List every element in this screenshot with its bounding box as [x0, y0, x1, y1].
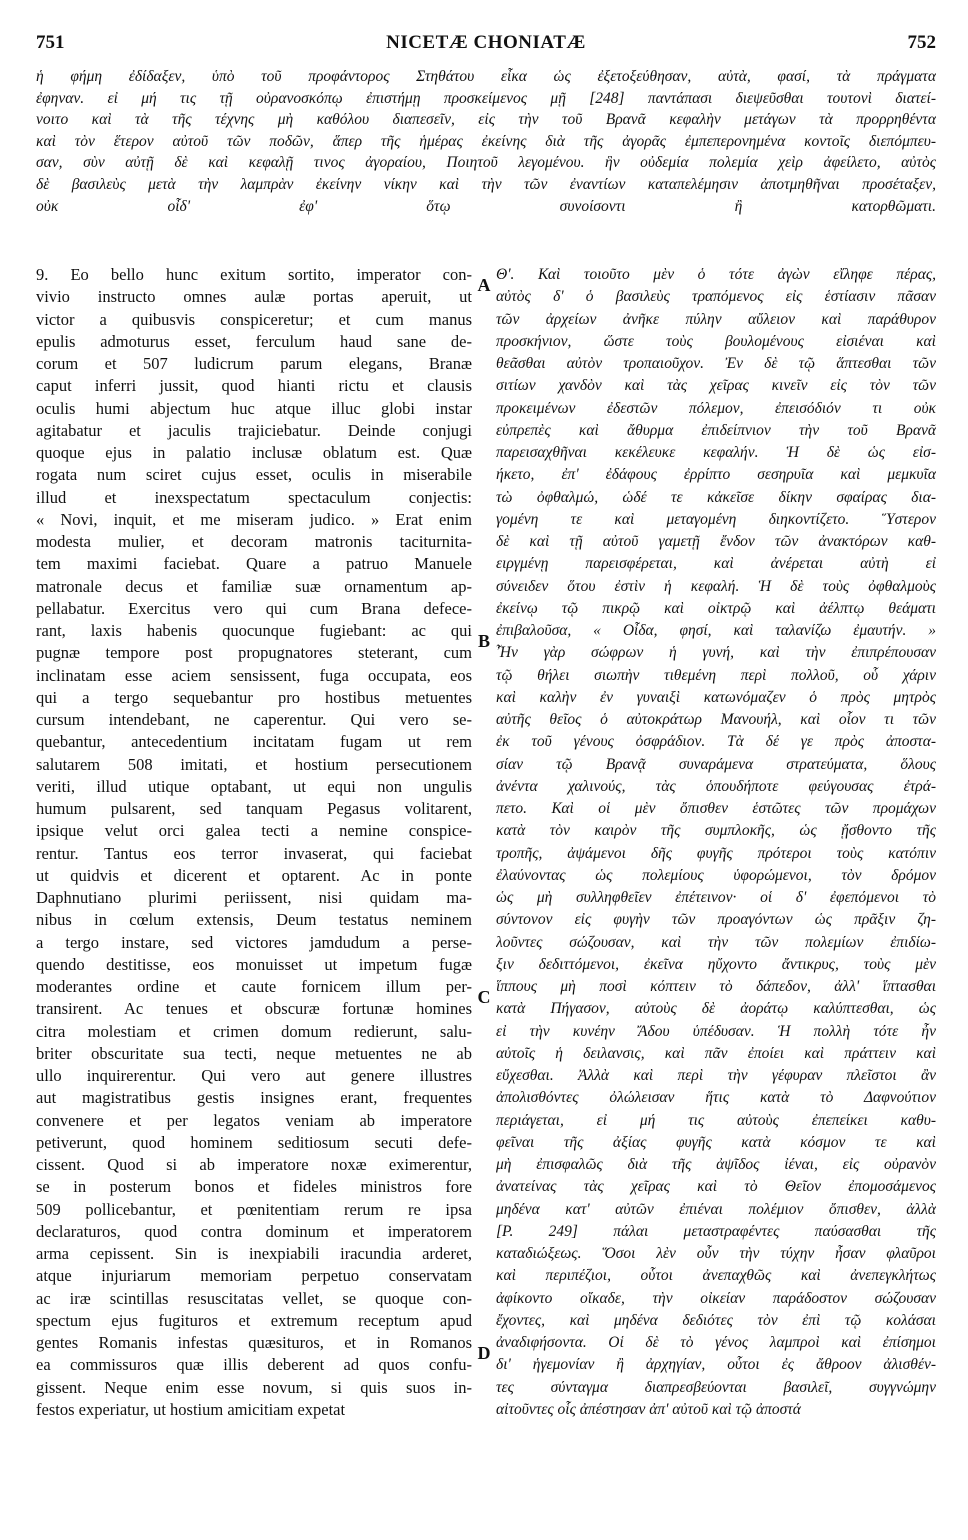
text-line: ἐκ τοῦ γένους ὀσφράδιον. Τὰ δέ γε πρὸς ἀποστα-: [496, 733, 936, 751]
text-line: προσκήνιον, ὥστε τοὺς βουλομένους εἰσιέναι καὶ: [496, 332, 936, 350]
text-line: ἐφηναν. εἰ μή τις τῇ οὐρανοσκόπῳ ἐπιστήμῃ προσκείμενος μῇ [248] παντάπασι διεψεῦσθαι τουτονὶ διατεί-: [36, 89, 936, 107]
text-line: aut magistratibus gestis insignes erant, frequentes: [36, 1088, 472, 1108]
greek-column: [496, 264, 936, 1421]
text-line: rentur. Tantus eos terror invaserat, qui faciebat: [36, 843, 472, 863]
text-line: σαν, σὺν αὐτῇ δὲ καὶ κεφαλῇ τινος ἀγοραίου, Ποιητοῦ λεγομένου. ἣν οὐδεμία πολεμία χεὶρ ἀφείλετο, αὐτὸς: [36, 154, 936, 172]
text-line: declaraturos, quod contra dominum et imperatorem: [36, 1221, 472, 1241]
text-line: σύντονον εἰς φυγὴν τῶν προαγόντων ὡς πρᾶξιν ζη-: [496, 911, 936, 929]
text-line: τῷ θήλει σιωπὴν τιθεμένη περὶ πολλοῦ, οὗ χάριν: [496, 666, 936, 684]
text-line: epulis admoturus esset, ferculum haud sane de-: [36, 331, 472, 351]
text-line: δὲ βασιλεὺς μετὰ τὴν λαμπρὰν ἐκείνην νίκην καὶ τὴν τῶν ἐναντίων καταπελέμησιν ἀποτμηθῆναι προσέταξεν,: [36, 175, 936, 193]
text-line: τὼ ὀφθαλμώ, ὡδέ τε κἀκεῖσε δίκην σφαίρας δια-: [496, 488, 936, 506]
text-line: humum pulsarent, sed tanquam Pegasus volitarent,: [36, 799, 472, 818]
page-number-right: 752: [907, 32, 936, 53]
text-line: ειργμένῃ παρεισφέρεται, καὶ ἀνέρεται αὐτὴ εἰ: [496, 555, 936, 573]
text-line: ἀναδιφήσοντα. Οἱ δὲ τὸ γένος λαμπροὶ καὶ ἐπίσημοι: [496, 1334, 936, 1351]
text-line: ἀνατείνας τὰς χεῖρας καὶ τὸ Θεῖον ἐπομοσάμενος: [496, 1178, 936, 1196]
text-line: ήκετο, ἐπ' ἐδάφους ἐρρίπτο σεσηρυῖα καὶ μεμκυῖα: [496, 466, 936, 484]
text-line: ἀφίκοντο οἴκαδε, τὴν οἰκείαν παράδοστον σώζουσαν: [496, 1289, 936, 1307]
text-line: νοιτο καὶ τὰ τῆς τέχνης μὴ καθόλου διαπεσεῖν, εἰς τὴν τοῦ Βρανᾶ κεφαλὴν μετάγων τὰ προρρηθέντα: [36, 111, 936, 129]
margin-marker-a: A: [477, 275, 491, 295]
text-line: Θ'. Καὶ τοιοῦτο μὲν ὁ τότε ἀγὼν εἴληφε πέρας,: [496, 266, 936, 283]
text-line: περιάγεται, εἰ μή τις αὐτοὺς ἐπεπείκει καθυ-: [496, 1111, 936, 1129]
text-line: εὐπρεπὲς καὶ ἄθυρμα ἐπιδείπνιον τὴν τοῦ Βρανᾶ: [496, 421, 936, 439]
text-line: qui a tergo sequebantur pro hostibus metuentes: [36, 687, 472, 707]
text-line: arma cepissent. Sin is inexpiabili iracundia arderet,: [36, 1244, 472, 1263]
text-line: προκειμένων ἐδεστῶν πόλεμον, ἐπεισόδιόν τι οὐκ: [496, 399, 936, 417]
text-line: rant, laxis habenis quocunque fugiebant: ac qui: [36, 621, 472, 640]
text-line: εὔχεσθαι. Ἀλλὰ καὶ περὶ τὴν γέφυραν πλεῖστοι ἂν: [496, 1067, 936, 1084]
text-line: festos experiatur, ut hostium amicitiam expetat: [36, 1399, 346, 1419]
text-line: « Novi, inquit, et me miseram judico. » Erat enim: [36, 509, 472, 529]
text-line: briter obscuritate sua tecti, neque metuentes ne ab: [36, 1043, 472, 1063]
text-line: καταδιώξεως. Ὅσοι λὲν οὖν τὴν τύχην ἦσαν φλαῦροι: [496, 1245, 936, 1262]
text-line: αἰτοῦντες οἷς ἀπέστησαν ἀπ' αὐτοῦ καὶ τῷ ἀποστά: [496, 1400, 801, 1418]
text-line: καὶ τὸν ἕτερον αὐτοῦ τῶν ποδῶν, ἅπερ τῆς ἡμέρας ἐκείνης διὰ τῆς ἀγορᾶς ἐμπεπερονημένα κοντοῖς διεπόμπευ-: [36, 132, 936, 150]
text-line: ἵππους μὴ ποσὶ κόπτειν τὸ δάπεδον, ἀλλ' ἵπτασθαι: [496, 978, 936, 995]
text-line: transirent. Ac tenues et obscuræ fortunæ homines: [36, 999, 472, 1019]
text-line: atque injuriarum memoriam perpetuo conservatam: [36, 1266, 472, 1286]
text-line: cissent. Quod si ab imperatore noxæ eximerentur,: [36, 1155, 472, 1174]
text-line: οὐκ οἶδ' ἐφ' ὅτῳ συνοίσοντι ἢ κατορθῶματι.: [36, 197, 936, 215]
text-line: gentes Romanis infestas quæsituros, et in Romanos: [36, 1333, 472, 1352]
text-line: se in posterum bonos et fideles ministros fore: [36, 1177, 472, 1197]
text-line: ac iræ scintillas resuscitatas vellet, se quoque con-: [36, 1288, 472, 1308]
text-line: vivio instructo omnes aulæ portas aperuit, ut: [36, 287, 472, 307]
text-line: Daphnutiano plurimi periissent, nisi quidam ma-: [36, 888, 472, 907]
margin-marker-d: D: [477, 1343, 491, 1363]
greek-intro-paragraph: [36, 66, 936, 217]
text-line: ἐπιβαλοῦσα, « Οἶδα, φησί, καὶ ταλανίζω ἐμαυτήν. »: [496, 622, 936, 639]
text-line: a tergo instare, sed victores jamdudum a perse-: [36, 932, 472, 952]
text-line: 509 pollicebantur, et pœnitentiam rerum re ipsa: [36, 1199, 472, 1219]
text-line: αὐτὸς δ' ὁ βασιλεὺς τραπόμενος εἰς ἑστίασιν πᾶσαν: [496, 288, 936, 306]
text-line: παρεισαχθῆναι κεκέλευκε κεφαλήν. Ἡ δὲ ὡς εἰσ-: [496, 444, 936, 461]
text-line: pellabatur. Exercitus vero qui cum Brana defece-: [36, 598, 472, 618]
text-line: δὲ καὶ τῇ αὐτοῦ γαμετῇ ἔνδον τῶν ἀνακτόρων καθ-: [496, 533, 936, 550]
text-line: 9. Eo bello hunc exitum sortito, imperator con-: [36, 265, 472, 284]
text-line: καὶ περιπέζιοι, οὗτοι ἀνεπαχθῶς καὶ ἀνεπεγκλήτως: [496, 1267, 936, 1285]
text-line: agitabatur et jaculis trajiciebatur. Deinde conjugi: [36, 420, 472, 440]
text-line: ea commissuros quæ illis deberent ad quos confu-: [36, 1355, 472, 1375]
margin-marker-c: C: [477, 987, 491, 1007]
text-line: salutarem 508 imitati, et hostium persecutionem: [36, 754, 472, 774]
margin-marker-b: B: [477, 631, 490, 651]
text-line: κατὰ Πήγασον, αὐτοὺς δὲ ἀοράτῳ καλύπτεσθαι, ὡς: [496, 1000, 936, 1018]
text-line: γομένη τε καὶ μεταγομένη διηκοντίζετο. Ὕστερον: [496, 510, 936, 528]
text-line: ὡς μὴ συλληφθεῖεν ἐπέτεινον· οἱ δ' ἐφεπόμενοι τὸ: [496, 889, 936, 906]
text-line: [P. 249] πάλαι μεταστραφέντες παύσασθαι τῆς: [496, 1222, 936, 1240]
text-line: μηδένα κατ' αὐτῶν ἐπιέναι πολέμιον ὄπισθεν, ἀλλὰ: [496, 1200, 936, 1218]
text-line: σιτίων χανδὸν καὶ τὰς χεῖρας κινεῖν εἰς τὸν τῶν: [496, 377, 936, 395]
text-line: πετο. Καὶ οἱ μὲν ὄπισθεν ἑστῶτες τῶν προμάχων: [496, 800, 936, 817]
running-title: NICETÆ CHONIATÆ: [386, 32, 586, 53]
text-line: nibus in cœlum extensis, Deum testatus neminem: [36, 910, 472, 930]
text-line: inclinatam esse aciem sensissent, fuga occupata, eos: [36, 665, 472, 685]
text-line: Ἦν γὰρ σώφρων ἡ γυνή, καὶ τὴν ἐπιπρέπουσαν: [496, 644, 936, 662]
text-line: λοῦντες σώζουσαν, καὶ τὴν τῶν πολεμίων ἐπιδίω-: [496, 933, 936, 951]
text-line: ἐκείνῳ τῷ πικρῷ καὶ οἰκτρῷ καὶ ἀέλπτῳ θεάματι: [496, 599, 936, 617]
text-line: quendo destitisse, eos monuisset ut impetum fugæ: [36, 954, 472, 974]
text-line: ullo inquirerentur. Qui vero aut genere illustres: [36, 1066, 472, 1085]
text-line: ἐλαύνοντας ὡς πολεμίους ὑφορώμενοι, τὸν δρόμον: [496, 866, 936, 884]
latin-column: [36, 264, 472, 1421]
text-line: δι' ἡγεμονίαν ἢ ἀρχηγίαν, οὗτοι ἐς ἄθροον ἀλισθέν-: [496, 1356, 936, 1374]
text-line: caput inferri jussit, quod hianti rictu et clausis: [36, 376, 472, 396]
text-line: αὐτοῖς ἡ δειλανσις, καὶ πᾶν ἐποίει καὶ πράττειν καὶ: [496, 1044, 936, 1062]
text-line: tem maximi faciebat. Quare a patruo Manuele: [36, 554, 472, 574]
text-line: εἰ τὴν κυνέην Ἄδου ὑπέδυσαν. Ἡ πολλὴ τότε ἦν: [496, 1022, 936, 1040]
text-line: victor a quibusvis conspiceretur; et cum manus: [36, 309, 472, 329]
text-line: ἀνέντα χαλινούς, τὰς ὁπουδήποτε φεύγουσας ἐτρά-: [496, 777, 936, 795]
text-line: ἔχοντες, καὶ μηδένα δεδιότες τὸν ἐπὶ τῷ κολάσαι: [496, 1311, 936, 1329]
text-line: quebantur, antecedentium incitatam fugam ut rem: [36, 732, 472, 752]
text-line: corum et 507 ludicrum parum elegans, Branæ: [36, 354, 472, 373]
text-line: αὐτῆς θεῖος ὁ αὐτοκράτωρ Μανουήλ, καὶ οἷον τι τῶν: [496, 711, 936, 728]
text-line: κατὰ τὸν καιρὸν τῆς συμπλοκῆς, ὡς ᾔσθοντο τῆς: [496, 822, 936, 840]
text-line: ξιν δεδιττόμενοι, ἐκεῖνα ηὔχοντο ἄντικρυς, τοὺς μὲν: [496, 955, 936, 973]
text-line: ἡ φήμη ἐδίδαξεν, ὑπὸ τοῦ προφάντορος Στηθάτου εἶκα ὡς ἐξετοξεύθησαν, αὐτὰ, φασί, τὰ πράγματα: [36, 68, 936, 85]
text-line: καὶ καλὴν ἐν γυναιξὶ κατωνόμαζεν ὁ πρὸς μητρὸς: [496, 688, 936, 706]
text-line: pugnæ tempore post propugnatores steterant, cum: [36, 643, 472, 663]
text-line: cursum intendebant, ne caperentur. Qui vero se-: [36, 710, 472, 729]
text-line: quoque ejus in palatio inclusæ oblatum est. Quæ: [36, 443, 472, 462]
text-line: μὴ ἐπισφαλῶς διὰ τῆς ἀψῖδος ἰέναι, εἰς οὐρανὸν: [496, 1156, 936, 1173]
text-line: ipsique velut orci galea tecti a nemine conspice-: [36, 821, 472, 841]
text-line: oculis humi abjectum huc atque illuc globi instar: [36, 398, 472, 418]
text-line: rogata num sciret cujus esset, oculis in miserabile: [36, 465, 472, 485]
text-line: matronale decus et familiæ suæ ornamentum ap-: [36, 576, 472, 596]
text-line: modesta mulier, et decoram matronis taciturnita-: [36, 532, 472, 551]
text-line: θεᾶσθαι αὐτὸν τροπαιοῦχον. Ἐν δὲ τῷ ἅπτεσθαι τῶν: [496, 355, 936, 372]
text-line: moderantes ordine et caute fornicem illum per-: [36, 977, 472, 996]
text-line: illud et inexspectatum spectaculum conjectis:: [36, 487, 472, 507]
text-line: σύνειδεν ὅτου ἐστὶν ἡ κεφαλή. Ἡ δὲ τοὺς ὀφθαλμοὺς: [496, 577, 936, 595]
text-line: ἀπολισθόντες ὀλώλεισαν ἥτις κατὰ τὸ Δαφνούτιον: [496, 1089, 936, 1107]
text-line: σίαν τῷ Βρανᾷ συναράμενα στρατεύματα, ὅλους: [496, 755, 936, 773]
text-line: citra molestiam et crimen domum redierunt, salu-: [36, 1021, 472, 1041]
text-line: τες σύνταγμα διαπρεσβεύονται βασιλεῖ, συγγνώμην: [496, 1378, 936, 1396]
text-line: veriti, illud utique optabant, ut equi non ungulis: [36, 776, 472, 796]
text-line: φεῖναι τῆς ἀξίας φυγῆς κατὰ κόσμον τε καὶ: [496, 1133, 936, 1151]
text-line: ut quidvis et dicerent et optarent. Ac in ponte: [36, 865, 472, 885]
text-line: τροπῆς, ἀψάμενοι δῆς φυγῆς πρότεροι τοὺς κατόπιν: [496, 844, 936, 862]
text-line: gissent. Neque enim esse novum, si quis suos in-: [36, 1377, 472, 1397]
text-line: τῶν ἀρχείων ἀνῆκε πύλην αὔλειον καὶ παράθυρον: [496, 310, 936, 328]
text-line: petiverunt, quod hominem seditiosum secuti defe-: [36, 1132, 472, 1152]
text-line: convenere et per legatos veniam ab imperatore: [36, 1110, 472, 1130]
text-line: spectum ejus fugituros et extremum receptum apud: [36, 1310, 472, 1330]
page-number-left: 751: [36, 32, 65, 53]
page-header: [36, 32, 936, 60]
